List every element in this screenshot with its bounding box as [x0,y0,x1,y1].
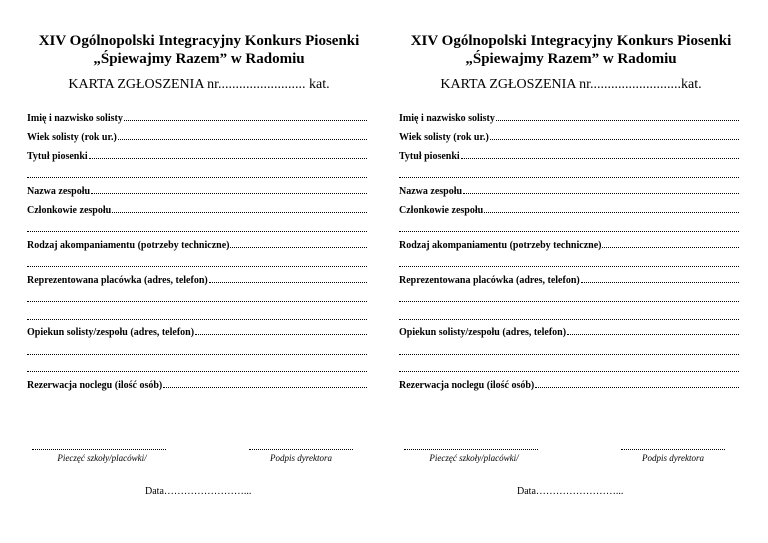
field-label: Członkowie zespołu [399,205,484,216]
continuation-line[interactable] [399,292,739,302]
form-title [27,32,371,68]
fill-line[interactable] [89,149,367,159]
field-label: Rodzaj akompaniamentu (potrzeby techniczne) [399,240,602,251]
accompaniment-field[interactable] [399,238,739,251]
title-line-1: XIV Ogólnopolski Integracyjny Konkurs Piosenki [38,33,360,49]
card-label: KARTA ZGŁOSZENIA [68,77,204,92]
field-label: Wiek solisty (rok ur.) [399,132,489,143]
band-name-field[interactable] [399,184,739,197]
fill-line[interactable] [209,273,367,283]
director-label: Podpis dyrektora [642,453,704,463]
field-label: Członkowie zespołu [27,205,112,216]
continuation-line[interactable] [399,257,739,267]
band-name-field[interactable] [27,184,367,197]
fill-line[interactable] [463,184,739,194]
title-line-2: „Śpiewajmy Razem” w Radomiu [465,51,677,67]
institution-field[interactable] [27,273,367,286]
fill-line[interactable] [118,130,367,140]
continuation-line[interactable] [27,292,367,302]
field-label: Wiek solisty (rok ur.) [27,132,117,143]
institution-field[interactable] [399,273,739,286]
lodging-field[interactable] [399,378,739,391]
guardian-field[interactable] [27,325,367,338]
date-field[interactable]: Data……………………... [145,486,252,497]
registration-form-right [399,0,743,543]
band-members-field[interactable] [399,203,739,216]
fill-line[interactable] [163,378,367,388]
fill-line[interactable] [602,238,739,248]
card-heading [27,76,371,93]
guardian-field[interactable] [399,325,739,338]
fill-line[interactable] [195,325,367,335]
fill-line[interactable] [461,149,739,159]
continuation-line[interactable] [399,168,739,178]
soloist-age-field[interactable] [27,130,367,143]
fill-line[interactable] [112,203,367,213]
director-signature-line[interactable] [621,448,725,450]
fill-line[interactable] [581,273,739,283]
song-title-field[interactable] [27,149,367,162]
field-label: Rodzaj akompaniamentu (potrzeby techniczne) [27,240,230,251]
field-label: Imię i nazwisko solisty [399,113,495,124]
field-label: Rezerwacja noclegu (ilość osób) [27,380,163,391]
field-label: Opiekun solisty/zespołu (adres, telefon) [27,327,195,338]
stamp-signature-line[interactable] [404,448,538,450]
soloist-age-field[interactable] [399,130,739,143]
title-line-2: „Śpiewajmy Razem” w Radomiu [93,51,305,67]
field-label: Nazwa zespołu [27,186,91,197]
continuation-line[interactable] [27,222,367,232]
field-label: Reprezentowana placówka (adres, telefon) [27,275,208,286]
card-label: KARTA ZGŁOSZENIA [440,77,576,92]
fill-line[interactable] [230,238,367,248]
continuation-line[interactable] [27,310,367,320]
field-label: Tytuł piosenki [27,151,88,162]
song-title-field[interactable] [399,149,739,162]
director-label: Podpis dyrektora [270,453,332,463]
continuation-line[interactable] [27,168,367,178]
field-label: Nazwa zespołu [399,186,463,197]
fill-line[interactable] [496,111,739,121]
field-label: Reprezentowana placówka (adres, telefon) [399,275,580,286]
fill-line[interactable] [484,203,739,213]
stamp-label: Pieczęć szkoły/placówki/ [429,453,519,463]
band-members-field[interactable] [27,203,367,216]
title-line-1: XIV Ogólnopolski Integracyjny Konkurs Piosenki [410,33,732,49]
card-heading [399,76,743,93]
card-number-field[interactable]: nr......................... kat. [207,77,330,92]
stamp-signature-line[interactable] [32,448,166,450]
stamp-label: Pieczęć szkoły/placówki/ [57,453,147,463]
continuation-line[interactable] [27,362,367,372]
continuation-line[interactable] [27,345,367,355]
continuation-line[interactable] [399,222,739,232]
field-label: Opiekun solisty/zespołu (adres, telefon) [399,327,567,338]
continuation-line[interactable] [27,257,367,267]
soloist-name-field[interactable] [399,111,739,124]
continuation-line[interactable] [399,345,739,355]
fill-line[interactable] [490,130,739,140]
field-label: Tytuł piosenki [399,151,460,162]
registration-form-left [27,0,371,543]
fill-line[interactable] [91,184,367,194]
field-label: Rezerwacja noclegu (ilość osób) [399,380,535,391]
continuation-line[interactable] [399,310,739,320]
continuation-line[interactable] [399,362,739,372]
field-label: Imię i nazwisko solisty [27,113,123,124]
fill-line[interactable] [567,325,739,335]
accompaniment-field[interactable] [27,238,367,251]
director-signature-line[interactable] [249,448,353,450]
lodging-field[interactable] [27,378,367,391]
soloist-name-field[interactable] [27,111,367,124]
fill-line[interactable] [124,111,367,121]
fill-line[interactable] [535,378,739,388]
card-number-field[interactable]: nr..........................kat. [579,77,702,92]
date-field[interactable]: Data……………………... [517,486,624,497]
form-title [399,32,743,68]
